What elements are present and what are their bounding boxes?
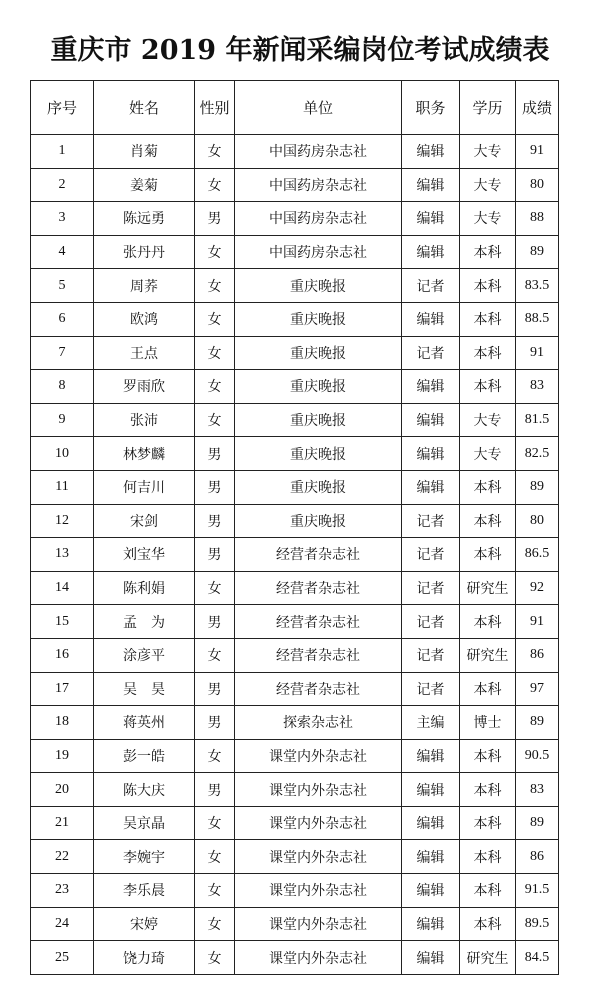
table-row — [31, 806, 559, 840]
cell-unit: 课堂内外杂志社 — [235, 941, 402, 975]
cell-gender: 女 — [195, 336, 235, 370]
table-row — [31, 269, 559, 303]
cell-education: 本科 — [460, 907, 516, 941]
cell-score: 91 — [516, 336, 559, 370]
cell-gender: 女 — [195, 907, 235, 941]
cell-gender: 女 — [195, 235, 235, 269]
table-row — [31, 672, 559, 706]
cell-name: 周荞 — [94, 269, 195, 303]
cell-position: 编辑 — [402, 202, 460, 236]
cell-unit: 课堂内外杂志社 — [235, 739, 402, 773]
cell-name: 孟 为 — [94, 605, 195, 639]
cell-unit: 经营者杂志社 — [235, 538, 402, 572]
cell-gender: 女 — [195, 941, 235, 975]
cell-score: 89 — [516, 470, 559, 504]
cell-gender: 男 — [195, 202, 235, 236]
cell-unit: 重庆晚报 — [235, 437, 402, 471]
results-table — [30, 80, 559, 975]
table-row — [31, 168, 559, 202]
table-row — [31, 907, 559, 941]
cell-seq: 4 — [31, 235, 94, 269]
table-row — [31, 336, 559, 370]
cell-gender: 男 — [195, 470, 235, 504]
cell-gender: 男 — [195, 538, 235, 572]
cell-unit: 经营者杂志社 — [235, 571, 402, 605]
cell-score: 88.5 — [516, 302, 559, 336]
cell-position: 编辑 — [402, 840, 460, 874]
cell-seq: 19 — [31, 739, 94, 773]
cell-unit: 课堂内外杂志社 — [235, 874, 402, 908]
cell-position: 编辑 — [402, 370, 460, 404]
cell-unit: 重庆晚报 — [235, 336, 402, 370]
cell-education: 本科 — [460, 504, 516, 538]
cell-position: 编辑 — [402, 403, 460, 437]
cell-score: 86 — [516, 840, 559, 874]
cell-position: 记者 — [402, 269, 460, 303]
cell-name: 蒋英州 — [94, 706, 195, 740]
table-row — [31, 202, 559, 236]
cell-score: 89.5 — [516, 907, 559, 941]
cell-unit: 重庆晚报 — [235, 302, 402, 336]
cell-gender: 女 — [195, 571, 235, 605]
cell-seq: 9 — [31, 403, 94, 437]
cell-score: 91 — [516, 605, 559, 639]
cell-name: 宋婷 — [94, 907, 195, 941]
cell-seq: 2 — [31, 168, 94, 202]
header-score: 成绩 — [516, 81, 559, 135]
cell-seq: 11 — [31, 470, 94, 504]
cell-education: 研究生 — [460, 571, 516, 605]
cell-gender: 男 — [195, 605, 235, 639]
cell-seq: 23 — [31, 874, 94, 908]
cell-name: 王点 — [94, 336, 195, 370]
cell-unit: 重庆晚报 — [235, 403, 402, 437]
table-row — [31, 941, 559, 975]
cell-gender: 男 — [195, 706, 235, 740]
cell-position: 记者 — [402, 638, 460, 672]
cell-unit: 课堂内外杂志社 — [235, 773, 402, 807]
cell-position: 编辑 — [402, 941, 460, 975]
table-row — [31, 235, 559, 269]
cell-gender: 女 — [195, 135, 235, 169]
header-row — [31, 81, 559, 135]
cell-unit: 课堂内外杂志社 — [235, 907, 402, 941]
cell-position: 编辑 — [402, 874, 460, 908]
table-row — [31, 706, 559, 740]
cell-name: 肖菊 — [94, 135, 195, 169]
cell-education: 大专 — [460, 437, 516, 471]
cell-seq: 15 — [31, 605, 94, 639]
cell-education: 本科 — [460, 269, 516, 303]
cell-position: 记者 — [402, 504, 460, 538]
cell-unit: 课堂内外杂志社 — [235, 840, 402, 874]
table-row — [31, 538, 559, 572]
cell-gender: 女 — [195, 739, 235, 773]
cell-score: 83.5 — [516, 269, 559, 303]
cell-name: 李婉宇 — [94, 840, 195, 874]
cell-score: 88 — [516, 202, 559, 236]
cell-name: 姜菊 — [94, 168, 195, 202]
table-row — [31, 403, 559, 437]
cell-name: 林梦麟 — [94, 437, 195, 471]
cell-name: 饶力琦 — [94, 941, 195, 975]
cell-name: 李乐晨 — [94, 874, 195, 908]
cell-position: 记者 — [402, 538, 460, 572]
cell-gender: 女 — [195, 269, 235, 303]
cell-position: 主编 — [402, 706, 460, 740]
cell-seq: 14 — [31, 571, 94, 605]
cell-score: 89 — [516, 806, 559, 840]
cell-unit: 中国药房杂志社 — [235, 135, 402, 169]
cell-score: 83 — [516, 773, 559, 807]
cell-score: 90.5 — [516, 739, 559, 773]
cell-score: 89 — [516, 235, 559, 269]
cell-seq: 18 — [31, 706, 94, 740]
cell-gender: 男 — [195, 437, 235, 471]
cell-unit: 经营者杂志社 — [235, 605, 402, 639]
cell-unit: 探索杂志社 — [235, 706, 402, 740]
cell-seq: 24 — [31, 907, 94, 941]
cell-seq: 1 — [31, 135, 94, 169]
cell-gender: 女 — [195, 168, 235, 202]
cell-position: 记者 — [402, 605, 460, 639]
cell-name: 吴京晶 — [94, 806, 195, 840]
cell-seq: 12 — [31, 504, 94, 538]
cell-score: 97 — [516, 672, 559, 706]
cell-gender: 女 — [195, 840, 235, 874]
cell-gender: 女 — [195, 874, 235, 908]
header-unit: 单位 — [235, 81, 402, 135]
cell-unit: 重庆晚报 — [235, 470, 402, 504]
cell-education: 大专 — [460, 168, 516, 202]
cell-seq: 6 — [31, 302, 94, 336]
cell-seq: 7 — [31, 336, 94, 370]
header-seq: 序号 — [31, 81, 94, 135]
cell-education: 大专 — [460, 202, 516, 236]
table-row — [31, 302, 559, 336]
cell-education: 本科 — [460, 672, 516, 706]
table-row — [31, 874, 559, 908]
cell-education: 本科 — [460, 235, 516, 269]
cell-education: 本科 — [460, 840, 516, 874]
table-row — [31, 504, 559, 538]
cell-score: 80 — [516, 168, 559, 202]
cell-name: 陈远勇 — [94, 202, 195, 236]
cell-seq: 16 — [31, 638, 94, 672]
cell-name: 欧鸿 — [94, 302, 195, 336]
cell-seq: 13 — [31, 538, 94, 572]
cell-name: 陈大庆 — [94, 773, 195, 807]
table-row — [31, 571, 559, 605]
cell-gender: 女 — [195, 302, 235, 336]
cell-unit: 重庆晚报 — [235, 269, 402, 303]
cell-name: 刘宝华 — [94, 538, 195, 572]
cell-education: 大专 — [460, 135, 516, 169]
cell-education: 本科 — [460, 370, 516, 404]
cell-score: 81.5 — [516, 403, 559, 437]
cell-seq: 5 — [31, 269, 94, 303]
cell-name: 涂彦平 — [94, 638, 195, 672]
cell-score: 91.5 — [516, 874, 559, 908]
cell-position: 编辑 — [402, 739, 460, 773]
table-row — [31, 739, 559, 773]
cell-name: 张沛 — [94, 403, 195, 437]
cell-education: 本科 — [460, 773, 516, 807]
cell-score: 92 — [516, 571, 559, 605]
cell-unit: 中国药房杂志社 — [235, 235, 402, 269]
table-row — [31, 638, 559, 672]
header-name: 姓名 — [94, 81, 195, 135]
cell-gender: 男 — [195, 504, 235, 538]
cell-name: 彭一皓 — [94, 739, 195, 773]
cell-education: 本科 — [460, 806, 516, 840]
cell-name: 陈利娟 — [94, 571, 195, 605]
cell-education: 博士 — [460, 706, 516, 740]
cell-gender: 女 — [195, 403, 235, 437]
cell-unit: 课堂内外杂志社 — [235, 806, 402, 840]
cell-position: 记者 — [402, 336, 460, 370]
cell-unit: 重庆晚报 — [235, 504, 402, 538]
table-row — [31, 773, 559, 807]
cell-score: 82.5 — [516, 437, 559, 471]
cell-education: 本科 — [460, 874, 516, 908]
cell-score: 86.5 — [516, 538, 559, 572]
cell-position: 编辑 — [402, 806, 460, 840]
cell-position: 编辑 — [402, 907, 460, 941]
cell-seq: 8 — [31, 370, 94, 404]
cell-score: 84.5 — [516, 941, 559, 975]
header-gender: 性别 — [195, 81, 235, 135]
header-education: 学历 — [460, 81, 516, 135]
cell-position: 记者 — [402, 571, 460, 605]
cell-name: 罗雨欣 — [94, 370, 195, 404]
cell-name: 宋剑 — [94, 504, 195, 538]
cell-seq: 17 — [31, 672, 94, 706]
cell-position: 编辑 — [402, 168, 460, 202]
cell-seq: 21 — [31, 806, 94, 840]
cell-education: 本科 — [460, 605, 516, 639]
cell-seq: 22 — [31, 840, 94, 874]
cell-position: 编辑 — [402, 437, 460, 471]
page-title: 重庆市 2019 年新闻采编岗位考试成绩表 — [50, 35, 550, 66]
table-body — [31, 135, 559, 975]
table-row — [31, 470, 559, 504]
cell-unit: 经营者杂志社 — [235, 672, 402, 706]
header-position: 职务 — [402, 81, 460, 135]
cell-unit: 重庆晚报 — [235, 370, 402, 404]
cell-education: 大专 — [460, 403, 516, 437]
table-row — [31, 437, 559, 471]
cell-position: 编辑 — [402, 135, 460, 169]
cell-gender: 女 — [195, 370, 235, 404]
cell-score: 86 — [516, 638, 559, 672]
table-row — [31, 135, 559, 169]
table-row — [31, 370, 559, 404]
cell-position: 编辑 — [402, 773, 460, 807]
table-row — [31, 605, 559, 639]
cell-position: 记者 — [402, 672, 460, 706]
cell-gender: 女 — [195, 638, 235, 672]
cell-education: 本科 — [460, 336, 516, 370]
cell-seq: 20 — [31, 773, 94, 807]
cell-education: 本科 — [460, 470, 516, 504]
cell-name: 吴 昊 — [94, 672, 195, 706]
cell-score: 89 — [516, 706, 559, 740]
cell-seq: 10 — [31, 437, 94, 471]
table-row — [31, 840, 559, 874]
cell-name: 何吉川 — [94, 470, 195, 504]
cell-score: 83 — [516, 370, 559, 404]
cell-education: 本科 — [460, 302, 516, 336]
cell-position: 编辑 — [402, 302, 460, 336]
cell-education: 研究生 — [460, 638, 516, 672]
cell-seq: 3 — [31, 202, 94, 236]
cell-position: 编辑 — [402, 470, 460, 504]
cell-score: 80 — [516, 504, 559, 538]
cell-education: 研究生 — [460, 941, 516, 975]
cell-position: 编辑 — [402, 235, 460, 269]
cell-gender: 女 — [195, 806, 235, 840]
cell-education: 本科 — [460, 538, 516, 572]
cell-seq: 25 — [31, 941, 94, 975]
cell-gender: 男 — [195, 773, 235, 807]
cell-education: 本科 — [460, 739, 516, 773]
cell-unit: 中国药房杂志社 — [235, 168, 402, 202]
cell-unit: 中国药房杂志社 — [235, 202, 402, 236]
cell-gender: 男 — [195, 672, 235, 706]
cell-score: 91 — [516, 135, 559, 169]
cell-name: 张丹丹 — [94, 235, 195, 269]
cell-unit: 经营者杂志社 — [235, 638, 402, 672]
